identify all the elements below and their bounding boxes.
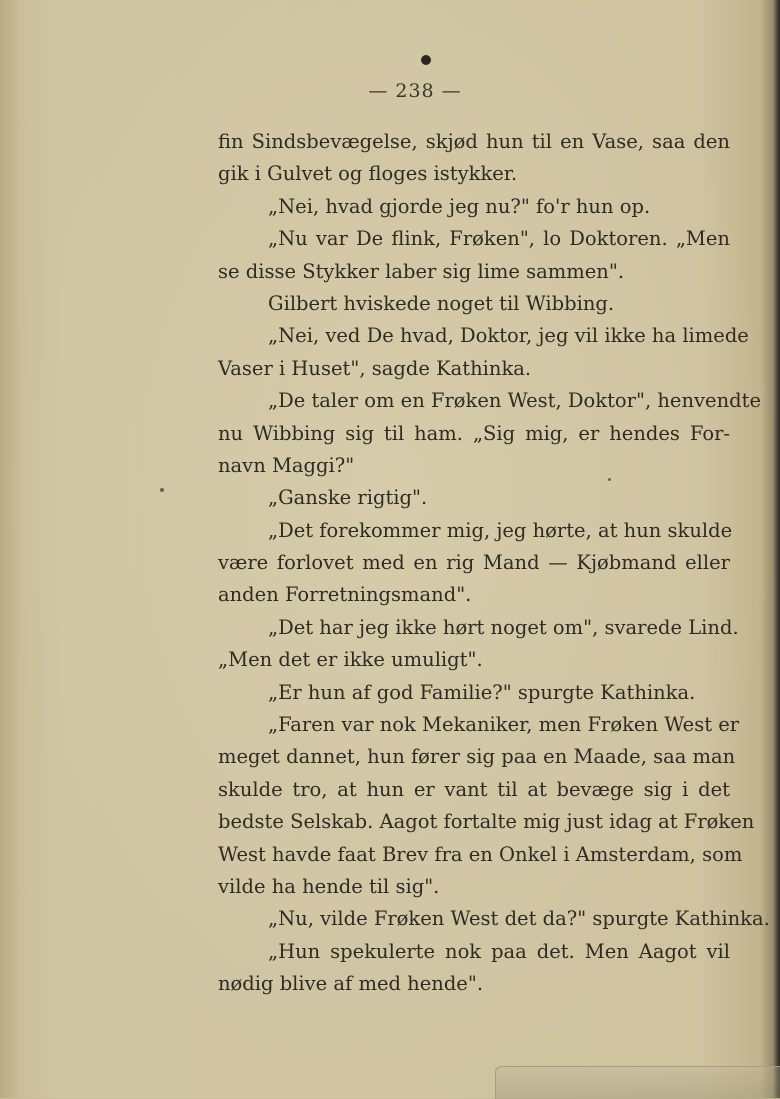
- text-line: „Faren var nok Mekaniker, men Frøken West er: [268, 713, 740, 737]
- text-line: „Det forekommer mig, jeg hørte, at hun skulde: [268, 518, 733, 542]
- text-line: West havde faat Brev fra en Onkel i Amsterdam, som: [218, 842, 743, 866]
- text-line: „Nei, hvad gjorde jeg nu?" fo'r hun op.: [268, 194, 651, 218]
- paper-speck: [160, 488, 164, 492]
- text-line: meget dannet, hun fører sig paa en Maade, saa man: [218, 745, 736, 769]
- text-line: „Nu var De flink, Frøken", lo Doktoren. „Men: [268, 227, 730, 251]
- text-line: fin Sindsbevægelse, skjød hun til en Vase, saa den: [218, 130, 730, 153]
- text-line: bedste Selskab. Aagot fortalte mig just idag at Frøken: [218, 810, 755, 834]
- text-line: vilde ha hende til sig".: [218, 874, 440, 898]
- text-line: navn Maggi?": [218, 453, 355, 477]
- text-line: være forlovet med en rig Mand — Kjøbmand eller: [218, 551, 730, 575]
- text-line: „De taler om en Frøken West, Doktor", henvendte: [268, 389, 761, 413]
- text-line: se disse Stykker laber sig lime sammen".: [218, 259, 625, 283]
- book-spine: [773, 0, 780, 1098]
- text-line: skulde tro, at hun er vant til at bevæge sig i det: [218, 777, 730, 801]
- text-line: „Er hun af god Familie?" spurgte Kathinka.: [268, 680, 696, 704]
- text-line: gik i Gulvet og floges istykker.: [218, 162, 518, 186]
- text-line: nu Wibbing sig til ham. „Sig mig, er hendes For-: [218, 421, 730, 445]
- page-number: — 238 —: [368, 80, 462, 102]
- text-line: Gilbert hviskede noget til Wibbing.: [268, 291, 615, 315]
- next-page-edge: [495, 1066, 780, 1099]
- body-text: [218, 126, 770, 1001]
- text-line: „Det har jeg ikke hørt noget om", svarede Lind.: [268, 615, 739, 639]
- text-line: anden Forretningsmand".: [218, 583, 472, 607]
- text-line: „Men det er ikke umuligt".: [218, 648, 483, 672]
- text-line: nødig blive af med hende".: [218, 972, 484, 996]
- text-line: „Ganske rigtig".: [268, 486, 428, 510]
- ink-dot: [421, 55, 431, 65]
- text-line: Vaser i Huset", sagde Kathinka.: [218, 356, 532, 380]
- text-line: „Nu, vilde Frøken West det da?" spurgte Kathinka.: [268, 907, 770, 931]
- text-line: „Nei, ved De hvad, Doktor, jeg vil ikke ha limede: [268, 324, 749, 348]
- text-line: „Hun spekulerte nok paa det. Men Aagot vil: [268, 939, 730, 963]
